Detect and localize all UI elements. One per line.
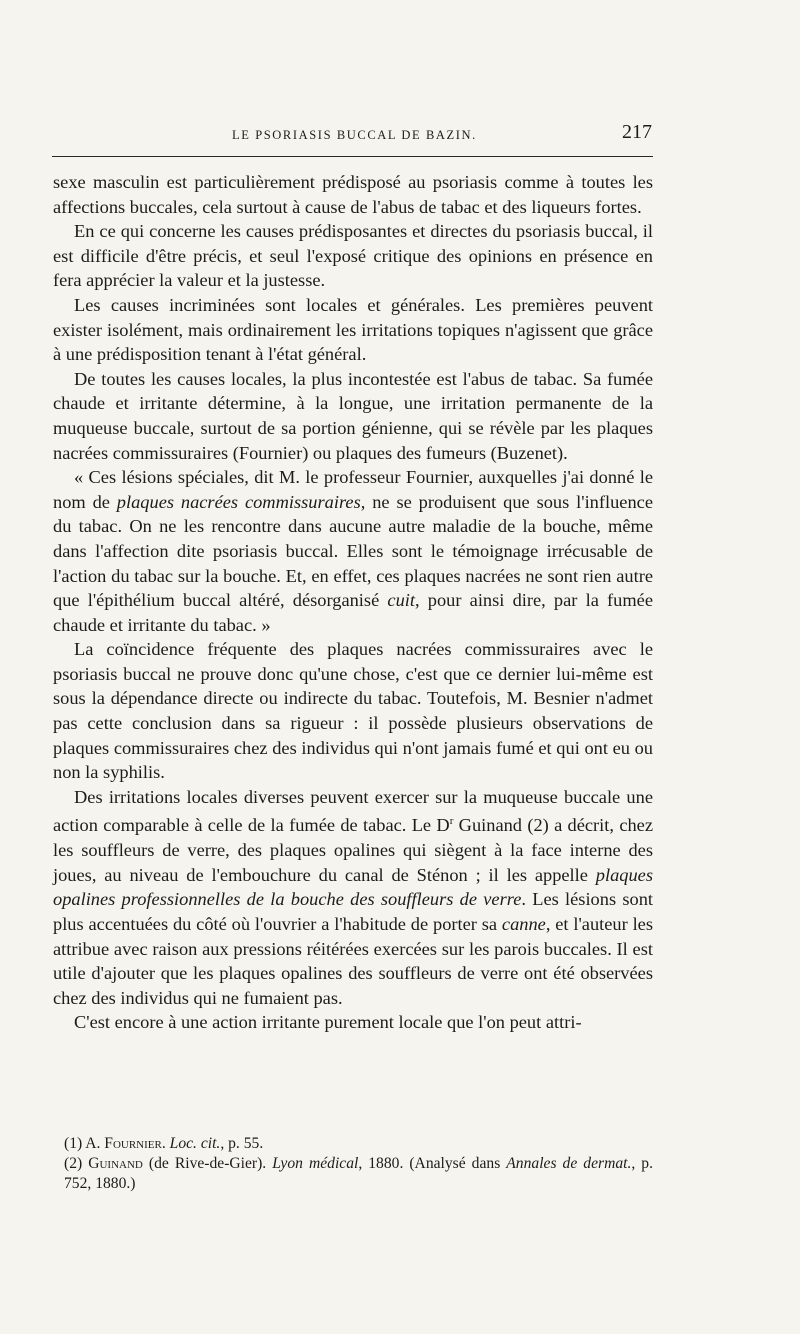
emphasis: cuit [387, 590, 415, 611]
page-header [52, 118, 652, 148]
footnotes [53, 1134, 653, 1194]
page-number: 217 [622, 121, 652, 143]
quote-paragraph: « Ces lésions spéciales, dit M. le professeur Fournier, auxquelles j'ai donné le nom de plaques nacrées commissuraires, ne se produisent que sous l'influence du tabac. On ne les rencontre dans aucune autre maladie de la bouche, même dans l'affection dite psoriasis buccal. Elles sont le témoignage irrécusable de l'action du tabac sur la bouche. Et, en effet, ces plaques nacrées ne sont rien autre que l'épithélium buccal altéré, désorganisé cuit, pour ainsi dire, par la fumée chaude et irritante du tabac. » [53, 467, 653, 635]
footnote: (1) A. Fournier. Loc. cit., p. 55. [64, 1135, 264, 1152]
paragraph: En ce qui concerne les causes prédisposantes et directes du psoriasis buccal, il est difficile d'être précis, et seul l'exposé critique des opinions en présence en fera apprécier la valeur et la justesse. [53, 221, 653, 291]
footnote-author: Fournier [104, 1135, 162, 1152]
paragraph: Des irritations locales diverses peuvent exercer sur la muqueuse buccale une action comparable à celle de la fumée de tabac. Le $D^r$ Guinand (2) a décrit, chez les souffleurs de verre, des plaques opalines qui siègent à la face interne des joues, au niveau de l'embouchure du canal de Sténon ; il les appelle plaques opalines professionnelles de la bouche des souffleurs de verre. Les lésions sont plus accentuées du côté où l'ouvrier a l'habitude de porter sa canne, et l'auteur les attribue avec raison aux pressions réitérées exercées sur les parois buccales. Il est utile d'ajouter que les plaques opalines des souffleurs de verre ont été observées chez des individus qui ne fumaient pas. [53, 786, 653, 1008]
footnote: (2) Guinand (de Rive-de-Gier). Lyon médical, 1880. (Analysé dans Annales de dermat., p. 752, 1880.) [64, 1155, 653, 1192]
superscript: r [449, 815, 454, 828]
running-title: LE PSORIASIS BUCCAL DE BAZIN. [232, 128, 477, 142]
body-text [53, 170, 653, 1035]
paragraph: De toutes les causes locales, la plus incontestée est l'abus de tabac. Sa fumée chaude et irritante détermine, à la longue, une irritation permanente de la muqueuse buccale, surtout de sa portion génienne, qui se révèle par les plaques nacrées commissuraires (Fournier) ou plaques des fumeurs (Buzenet). [53, 368, 653, 463]
paragraph: sexe masculin est particulièrement prédisposé au psoriasis comme à toutes les affections buccales, cela surtout à cause de l'abus de tabac et des liqueurs fortes. [53, 172, 653, 217]
paragraph: La coïncidence fréquente des plaques nacrées commissuraires avec le psoriasis buccal ne prouve donc qu'une chose, c'est que ce dernier lui-même est sous la dépendance directe ou indirecte du tabac. Toutefois, M. Besnier n'admet pas cette conclusion dans sa rigueur : il possède plusieurs observations de plaques commissuraires chez des individus qui n'ont jamais fumé et qui ont eu ou non la syphilis. [53, 639, 653, 783]
paragraph: Les causes incriminées sont locales et générales. Les premières peuvent exister isolément, mais ordinairement les irritations topiques n'agissent que grâce à une prédisposition tenant à l'état général. [53, 294, 653, 365]
paragraph: C'est encore à une action irritante purement locale que l'on peut attri- [74, 1012, 582, 1033]
footnote-author: Guinand [88, 1155, 143, 1172]
emphasis: canne [501, 913, 546, 934]
emphasis: plaques opalines professionnelles de la bouche des souffleurs de verre [53, 864, 653, 910]
header-rule [52, 156, 653, 157]
emphasis: plaques nacrées commissuraires [116, 491, 361, 512]
